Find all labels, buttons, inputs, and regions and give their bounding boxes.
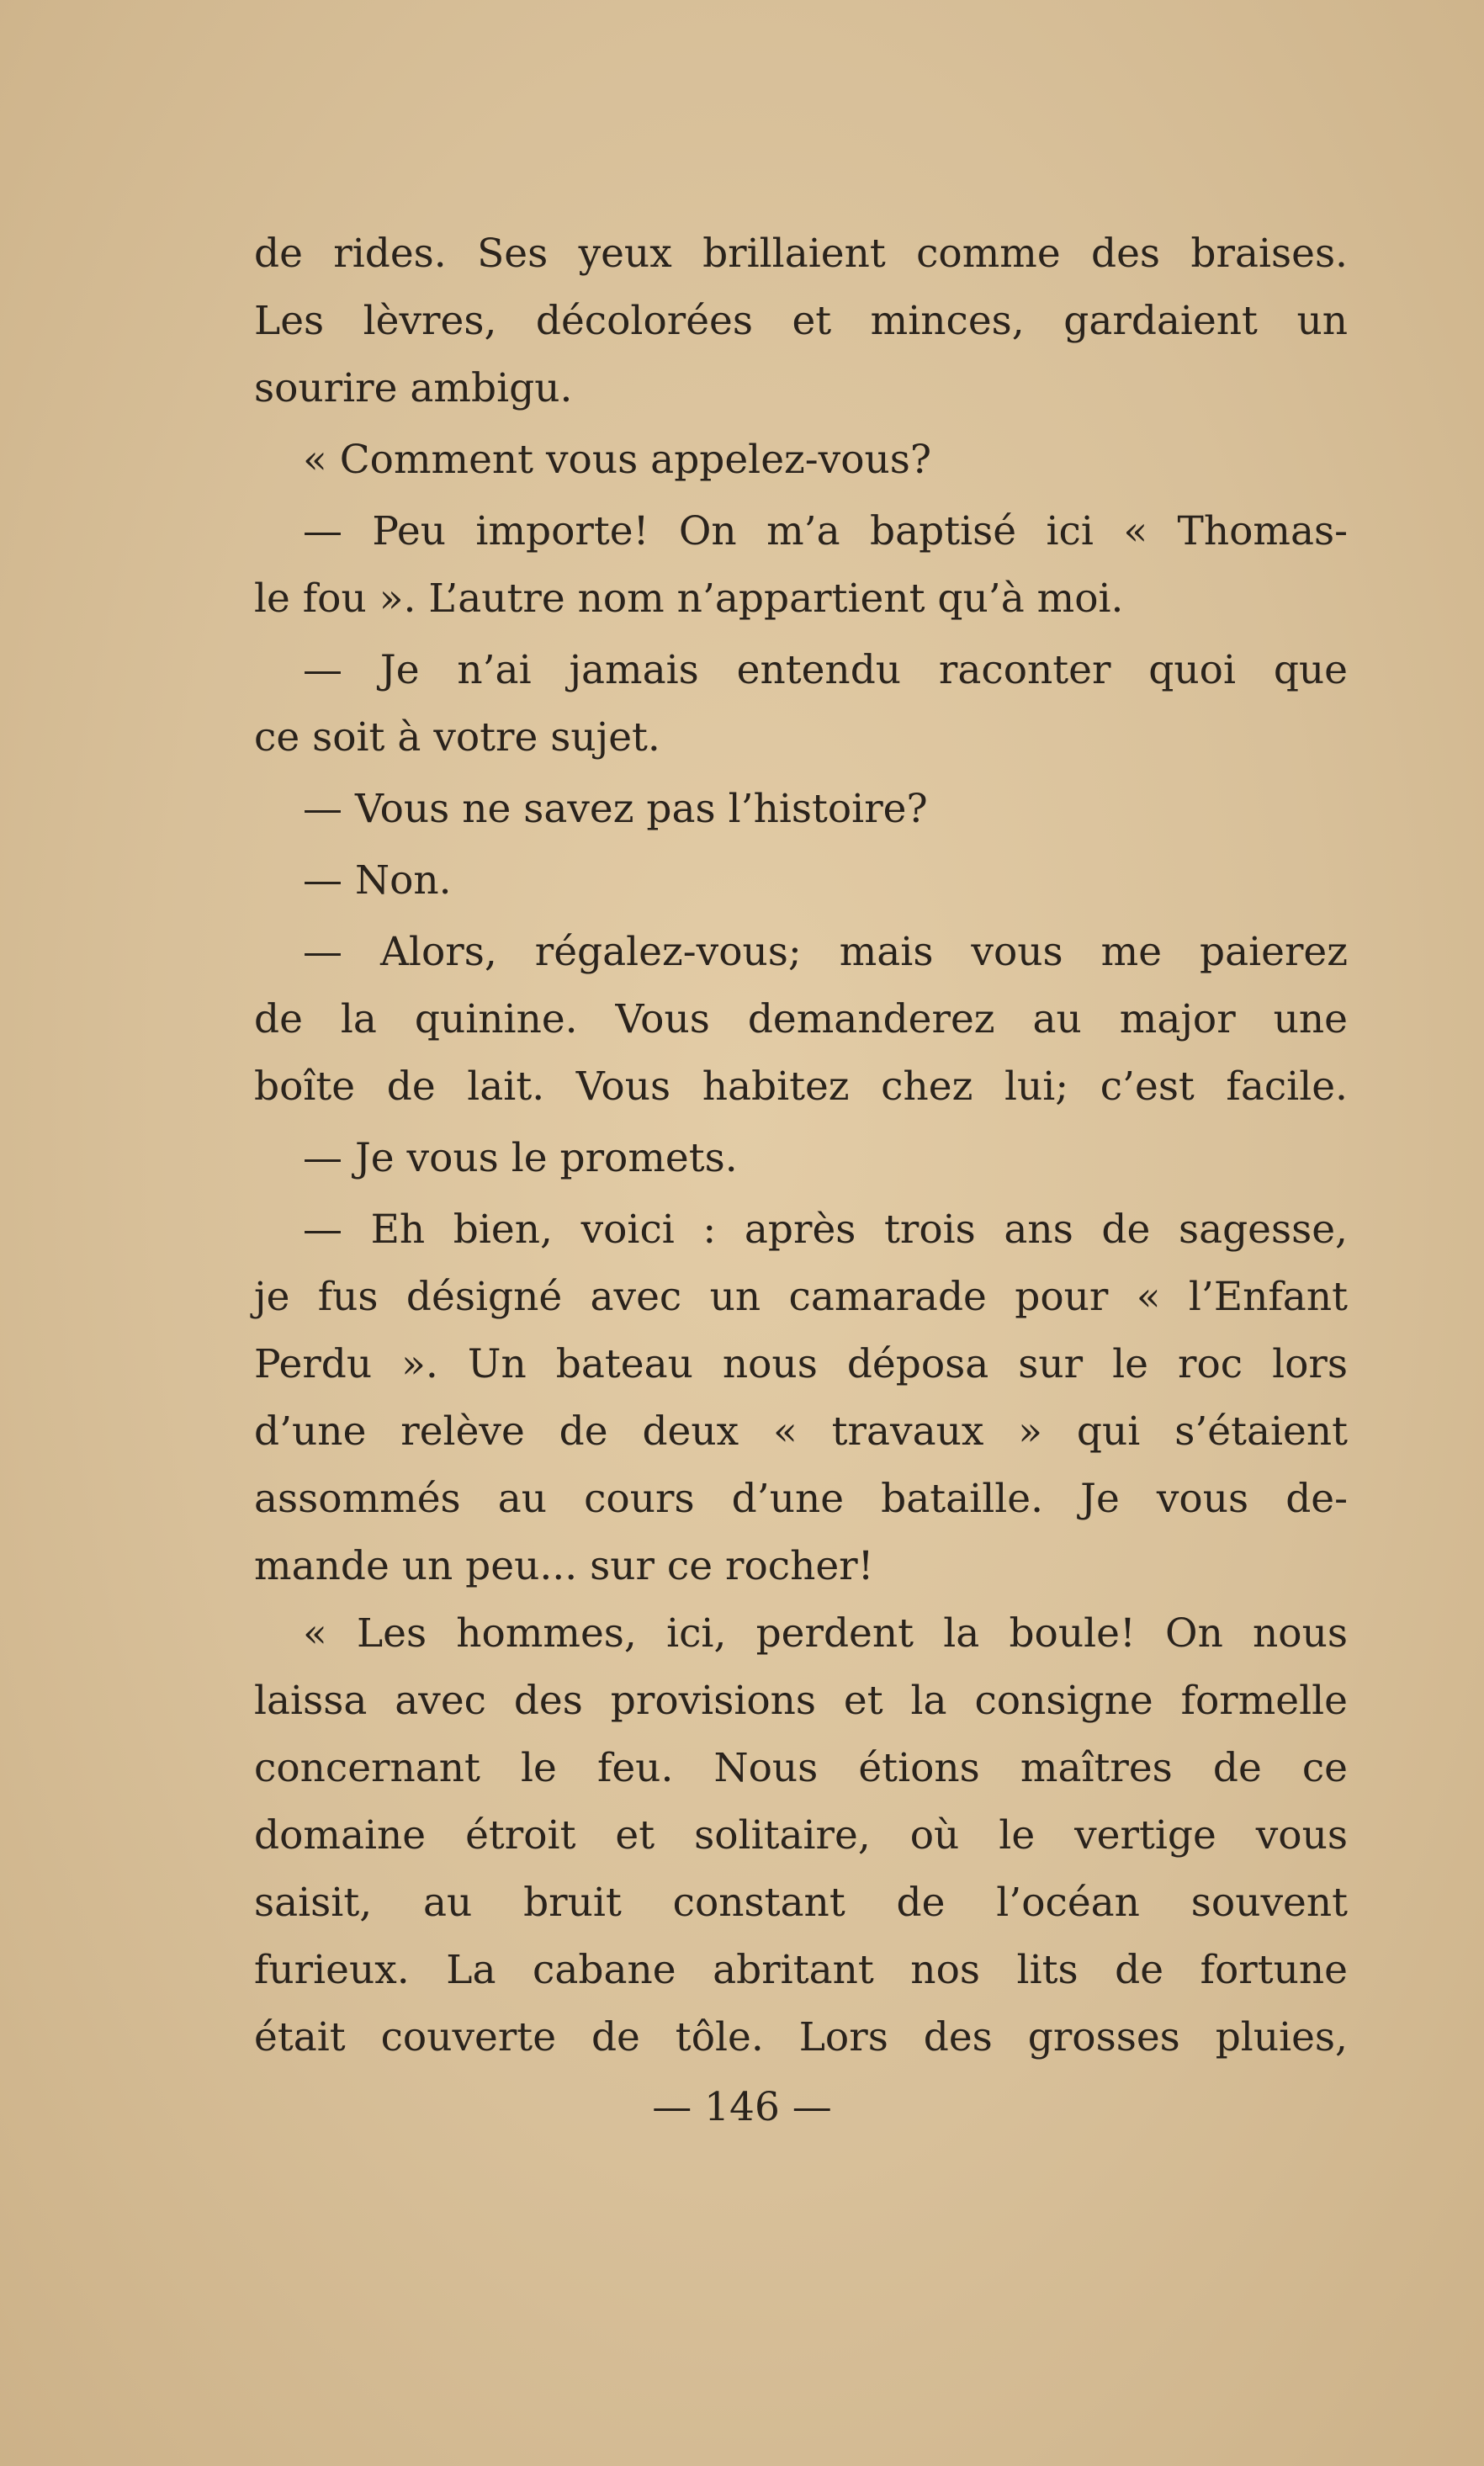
text-line: était couverte de tôle. Lors des grosses pluies, xyxy=(254,2014,1348,2060)
text-line: — Je n’ai jamais entendu raconter quoi que xyxy=(303,647,1348,693)
text-line: — Vous ne savez pas l’histoire? xyxy=(303,786,928,832)
text-line: ce soit à votre sujet. xyxy=(254,714,660,761)
text-line: assommés au cours d’une bataille. Je vous de- xyxy=(254,1476,1348,1522)
text-line: mande un peu... sur ce rocher! xyxy=(254,1543,874,1589)
text-line: d’une relève de deux « travaux » qui s’étaient xyxy=(254,1408,1348,1455)
text-line: — Non. xyxy=(303,857,452,904)
text-line: — Je vous le promets. xyxy=(303,1135,738,1181)
text-line: de rides. Ses yeux brillaient comme des braises. xyxy=(254,231,1348,277)
page-number: — 146 — xyxy=(652,2084,832,2130)
text-line: de la quinine. Vous demanderez au major une xyxy=(254,996,1348,1042)
text-line: concernant le feu. Nous étions maîtres de ce xyxy=(254,1745,1348,1791)
text-line: — Eh bien, voici : après trois ans de sagesse, xyxy=(303,1206,1348,1253)
text-line: — Peu importe! On m’a baptisé ici « Thomas- xyxy=(303,508,1348,554)
text-line: « Comment vous appelez-vous? xyxy=(303,437,932,483)
text-line: saisit, au bruit constant de l’océan souvent xyxy=(254,1880,1348,1926)
text-line: furieux. La cabane abritant nos lits de fortune xyxy=(254,1947,1348,1993)
text-line: je fus désigné avec un camarade pour « l’Enfant xyxy=(254,1274,1348,1320)
text-line: sourire ambigu. xyxy=(254,365,573,411)
text-line: le fou ». L’autre nom n’appartient qu’à moi. xyxy=(254,575,1124,622)
text-line: — Alors, régalez-vous; mais vous me paierez xyxy=(303,929,1348,975)
text-line: laissa avec des provisions et la consigne formelle xyxy=(254,1678,1348,1724)
text-line: domaine étroit et solitaire, où le vertige vous xyxy=(254,1812,1348,1859)
text-line: Les lèvres, décolorées et minces, gardaient un xyxy=(254,298,1348,344)
text-line: Perdu ». Un bateau nous déposa sur le roc lors xyxy=(254,1341,1348,1387)
text-line: boîte de lait. Vous habitez chez lui; c’est facile. xyxy=(254,1063,1348,1110)
text-line: « Les hommes, ici, perdent la boule! On nous xyxy=(303,1610,1348,1657)
